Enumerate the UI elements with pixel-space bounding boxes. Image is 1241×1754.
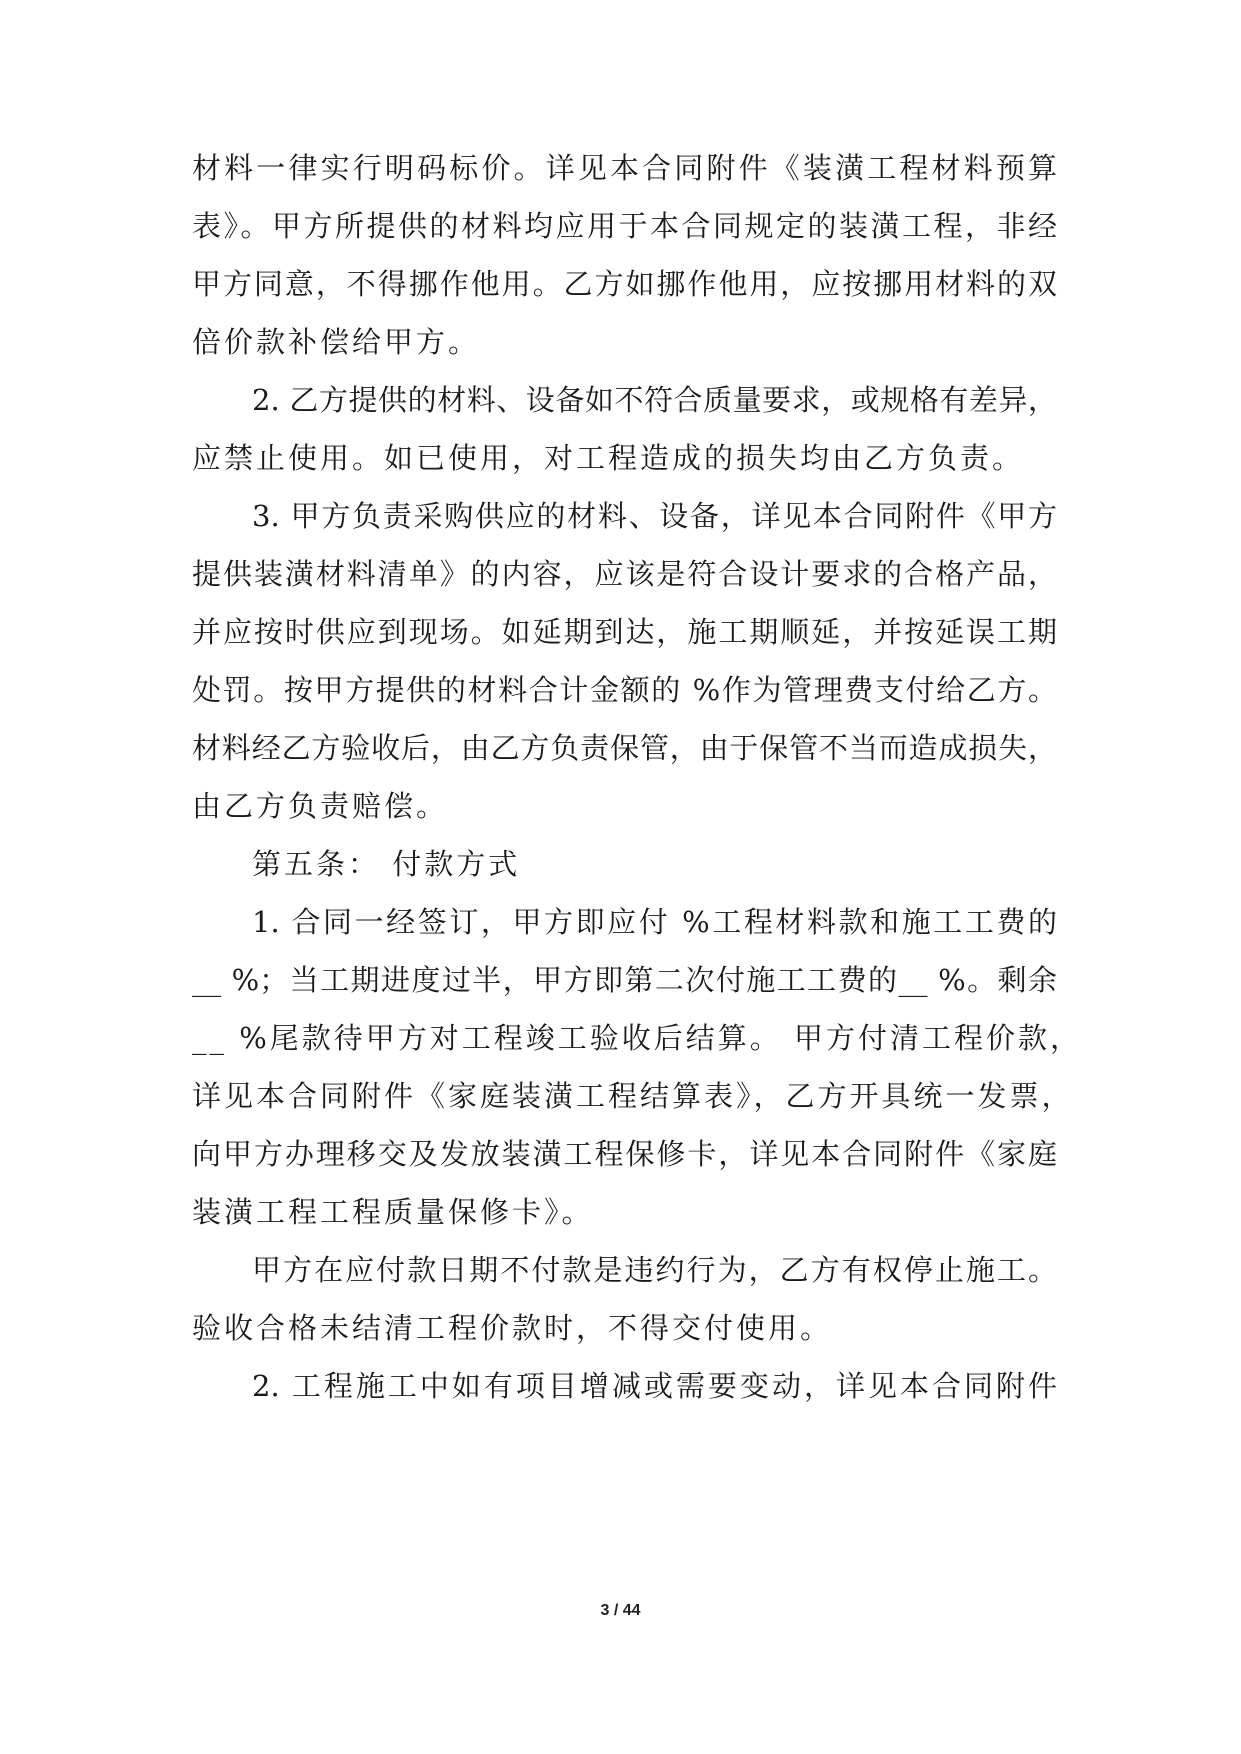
page-number: 3 / 44 (600, 1602, 641, 1619)
text-line: 处罚。按甲方提供的材料合计金额的 %作为管理费支付给乙方。 (192, 673, 1057, 707)
text-line: 向甲方办理移交及发放装潢工程保修卡，详见本合同附件《家庭 (192, 1137, 1057, 1171)
text-line: 甲方同意，不得挪作他用。乙方如挪作他用，应按挪用材料的双 (192, 267, 1057, 301)
text-line: 由乙方负责赔偿。 (192, 789, 449, 823)
text-line: 倍价款补偿给甲方。 (192, 325, 481, 359)
text-line: 1. 合同一经签订，甲方即应付 %工程材料款和施工工费的 (252, 905, 1057, 939)
section-heading: 第五条： 付款方式 (252, 847, 521, 881)
text-line: 装潢工程工程质量保修卡》。 (192, 1195, 594, 1229)
text-line: 详见本合同附件《家庭装潢工程结算表》，乙方开具统一发票， (192, 1079, 1074, 1113)
text-line: 验收合格未结清工程价款时，不得交付使用。 (192, 1311, 833, 1345)
text-line: 应禁止使用。如已使用，对工程造成的损失均由乙方负责。 (192, 441, 1025, 475)
text-line: __ %；当工期进度过半，甲方即第二次付施工工费的__ %。剩余 (192, 963, 1057, 997)
text-line: 材料经乙方验收后，由乙方负责保管，由于保管不当而造成损失， (192, 731, 1057, 765)
text-line: 材料一律实行明码标价。详见本合同附件《装潢工程材料预算 (192, 151, 1057, 185)
text-line: 表》。甲方所提供的材料均应用于本合同规定的装潢工程，非经 (192, 209, 1057, 243)
text-line: 2. 乙方提供的材料、设备如不符合质量要求，或规格有差异， (252, 383, 1057, 417)
text-line: __ %尾款待甲方对工程竣工验收后结算。 甲方付清工程价款， (192, 1021, 1082, 1055)
text-line: 甲方在应付款日期不付款是违约行为，乙方有权停止施工。 (252, 1253, 1057, 1287)
text-line: 2. 工程施工中如有项目增减或需要变动，详见本合同附件 (252, 1369, 1057, 1403)
text-line: 3. 甲方负责采购供应的材料、设备，详见本合同附件《甲方 (252, 499, 1057, 533)
text-line: 提供装潢材料清单》的内容，应该是符合设计要求的合格产品， (192, 557, 1057, 591)
text-line: 并应按时供应到现场。如延期到达，施工期顺延，并按延误工期 (192, 615, 1057, 649)
